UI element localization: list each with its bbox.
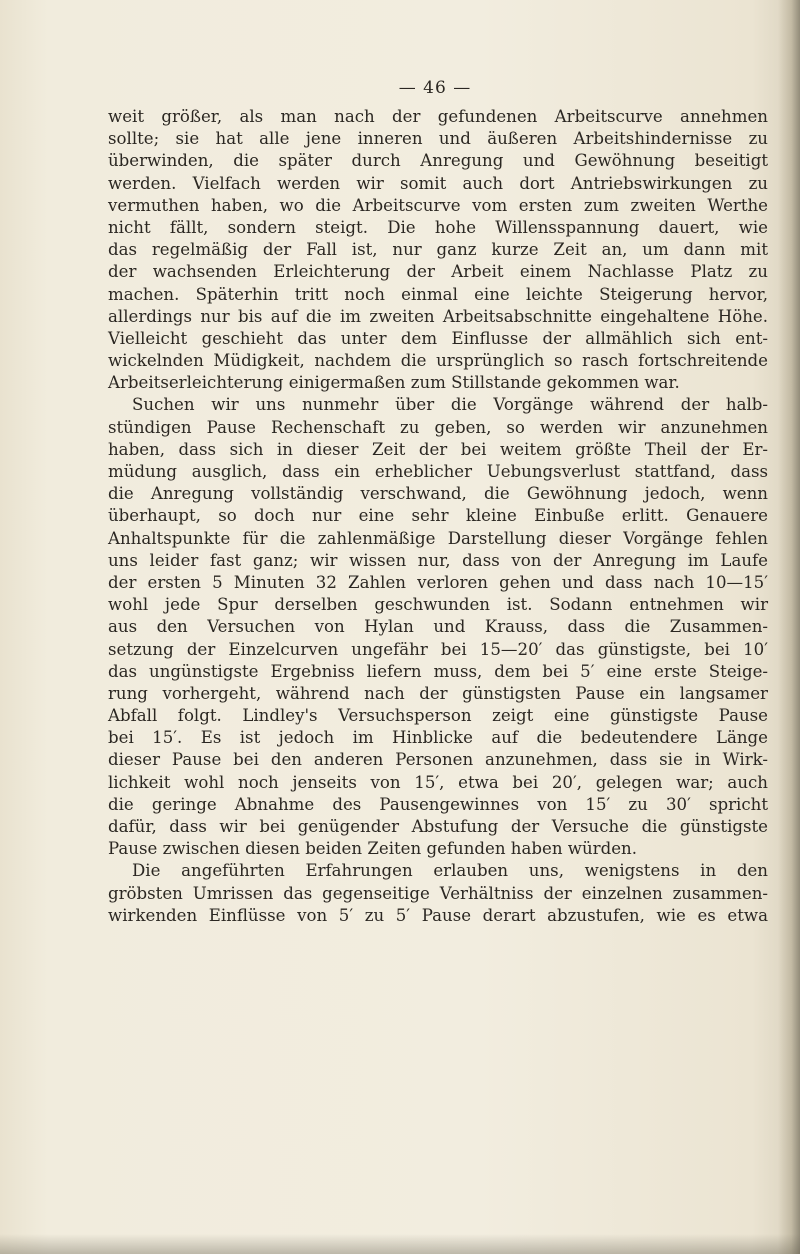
text-line: Abfall folgt. Lindley's Versuchsperson zeigt eine günstigste Pause [108,706,768,726]
text-line: das ungünstigste Ergebniss liefern muss, dem bei 5′ eine erste Steige- [108,661,768,681]
page-number: — 46 — [398,78,472,98]
text-line: stündigen Pause Rechenschaft zu geben, so werden wir anzunehmen [108,417,768,437]
text-line: überwinden, die später durch Anregung und Gewöhnung beseitigt [108,151,768,171]
text-line: allerdings nur bis auf die im zweiten Arbeitsabschnitte eingehaltene Höhe. [108,306,768,326]
text-line: werden. Vielfach werden wir somit auch dort Antriebswirkungen zu [108,173,768,193]
text-line: vermuthen haben, wo die Arbeitscurve vom ersten zum zweiten Werthe [108,195,768,215]
text-line: setzung der Einzelcurven ungefähr bei 15—20′ das günstigste, bei 10′ [108,639,768,659]
text-line: Pause zwischen diesen beiden Zeiten gefunden haben würden. [108,839,638,859]
text-line: überhaupt, so doch nur eine sehr kleine Einbuße erlitt. Genauere [108,506,768,526]
text-line: bei 15′. Es ist jedoch im Hinblicke auf die bedeutendere Länge [108,728,768,748]
text-line: Suchen wir uns nunmehr über die Vorgänge während der halb- [132,395,768,415]
text-line: der wachsenden Erleichterung der Arbeit einem Nachlasse Platz zu [108,262,768,282]
text-line: nicht fällt, sondern steigt. Die hohe Willensspannung dauert, wie [108,217,768,237]
text-line: der ersten 5 Minuten 32 Zahlen verloren gehen und dass nach 10—15′ [108,572,768,592]
text-line: die Anregung vollständig verschwand, die Gewöhnung jedoch, wenn [108,484,768,504]
page-bottom-shadow [0,1234,800,1254]
text-line: weit größer, als man nach der gefundenen Arbeitscurve annehmen [108,107,768,126]
text-line: die geringe Abnahme des Pausengewinnes von 15′ zu 30′ spricht [108,794,768,814]
text-line: Vielleicht geschieht das unter dem Einflusse der allmählich sich ent- [108,328,768,348]
text-line: aus den Versuchen von Hylan und Krauss, dass die Zusammen- [108,617,768,637]
text-line: das regelmäßig der Fall ist, nur ganz kurze Zeit an, um dann mit [108,240,768,260]
text-line: sollte; sie hat alle jene inneren und äußeren Arbeitshindernisse zu [108,129,768,149]
text-line: lichkeit wohl noch jenseits von 15′, etwa bei 20′, gelegen war; auch [108,772,768,792]
text-line: wohl jede Spur derselben geschwunden ist. Sodann entnehmen wir [108,595,768,615]
text-line: dieser Pause bei den anderen Personen anzunehmen, dass sie in Wirk- [108,750,768,770]
text-line: Anhaltspunkte für die zahlenmäßige Darstellung dieser Vorgänge fehlen [108,528,768,548]
page-edge-shadow [778,0,800,1254]
text-line: haben, dass sich in dieser Zeit der bei weitem größte Theil der Er- [108,439,768,459]
text-line: wickelnden Müdigkeit, nachdem die ursprünglich so rasch fortschreitende [108,351,768,371]
text-line: gröbsten Umrissen das gegenseitige Verhältniss der einzelnen zusammen- [108,883,768,903]
text-line: wirkenden Einflüsse von 5′ zu 5′ Pause derart abzustufen, wie es etwa [108,905,768,925]
text-line: dafür, dass wir bei genügender Abstufung der Versuche die günstigste [108,817,768,836]
text-line: uns leider fast ganz; wir wissen nur, dass von der Anregung im Laufe [108,550,768,570]
text-line: Die angeführten Erfahrungen erlauben uns, wenigstens in den [132,861,768,881]
text-line: müdung ausglich, dass ein erheblicher Uebungsverlust stattfand, dass [108,462,768,481]
text-line: Arbeitserleichterung einigermaßen zum Stillstande gekommen war. [108,373,680,393]
body-text [108,106,768,927]
text-line: rung vorhergeht, während nach der günstigsten Pause ein langsamer [108,683,768,703]
text-line: machen. Späterhin tritt noch einmal eine leichte Steigerung hervor, [108,284,768,304]
